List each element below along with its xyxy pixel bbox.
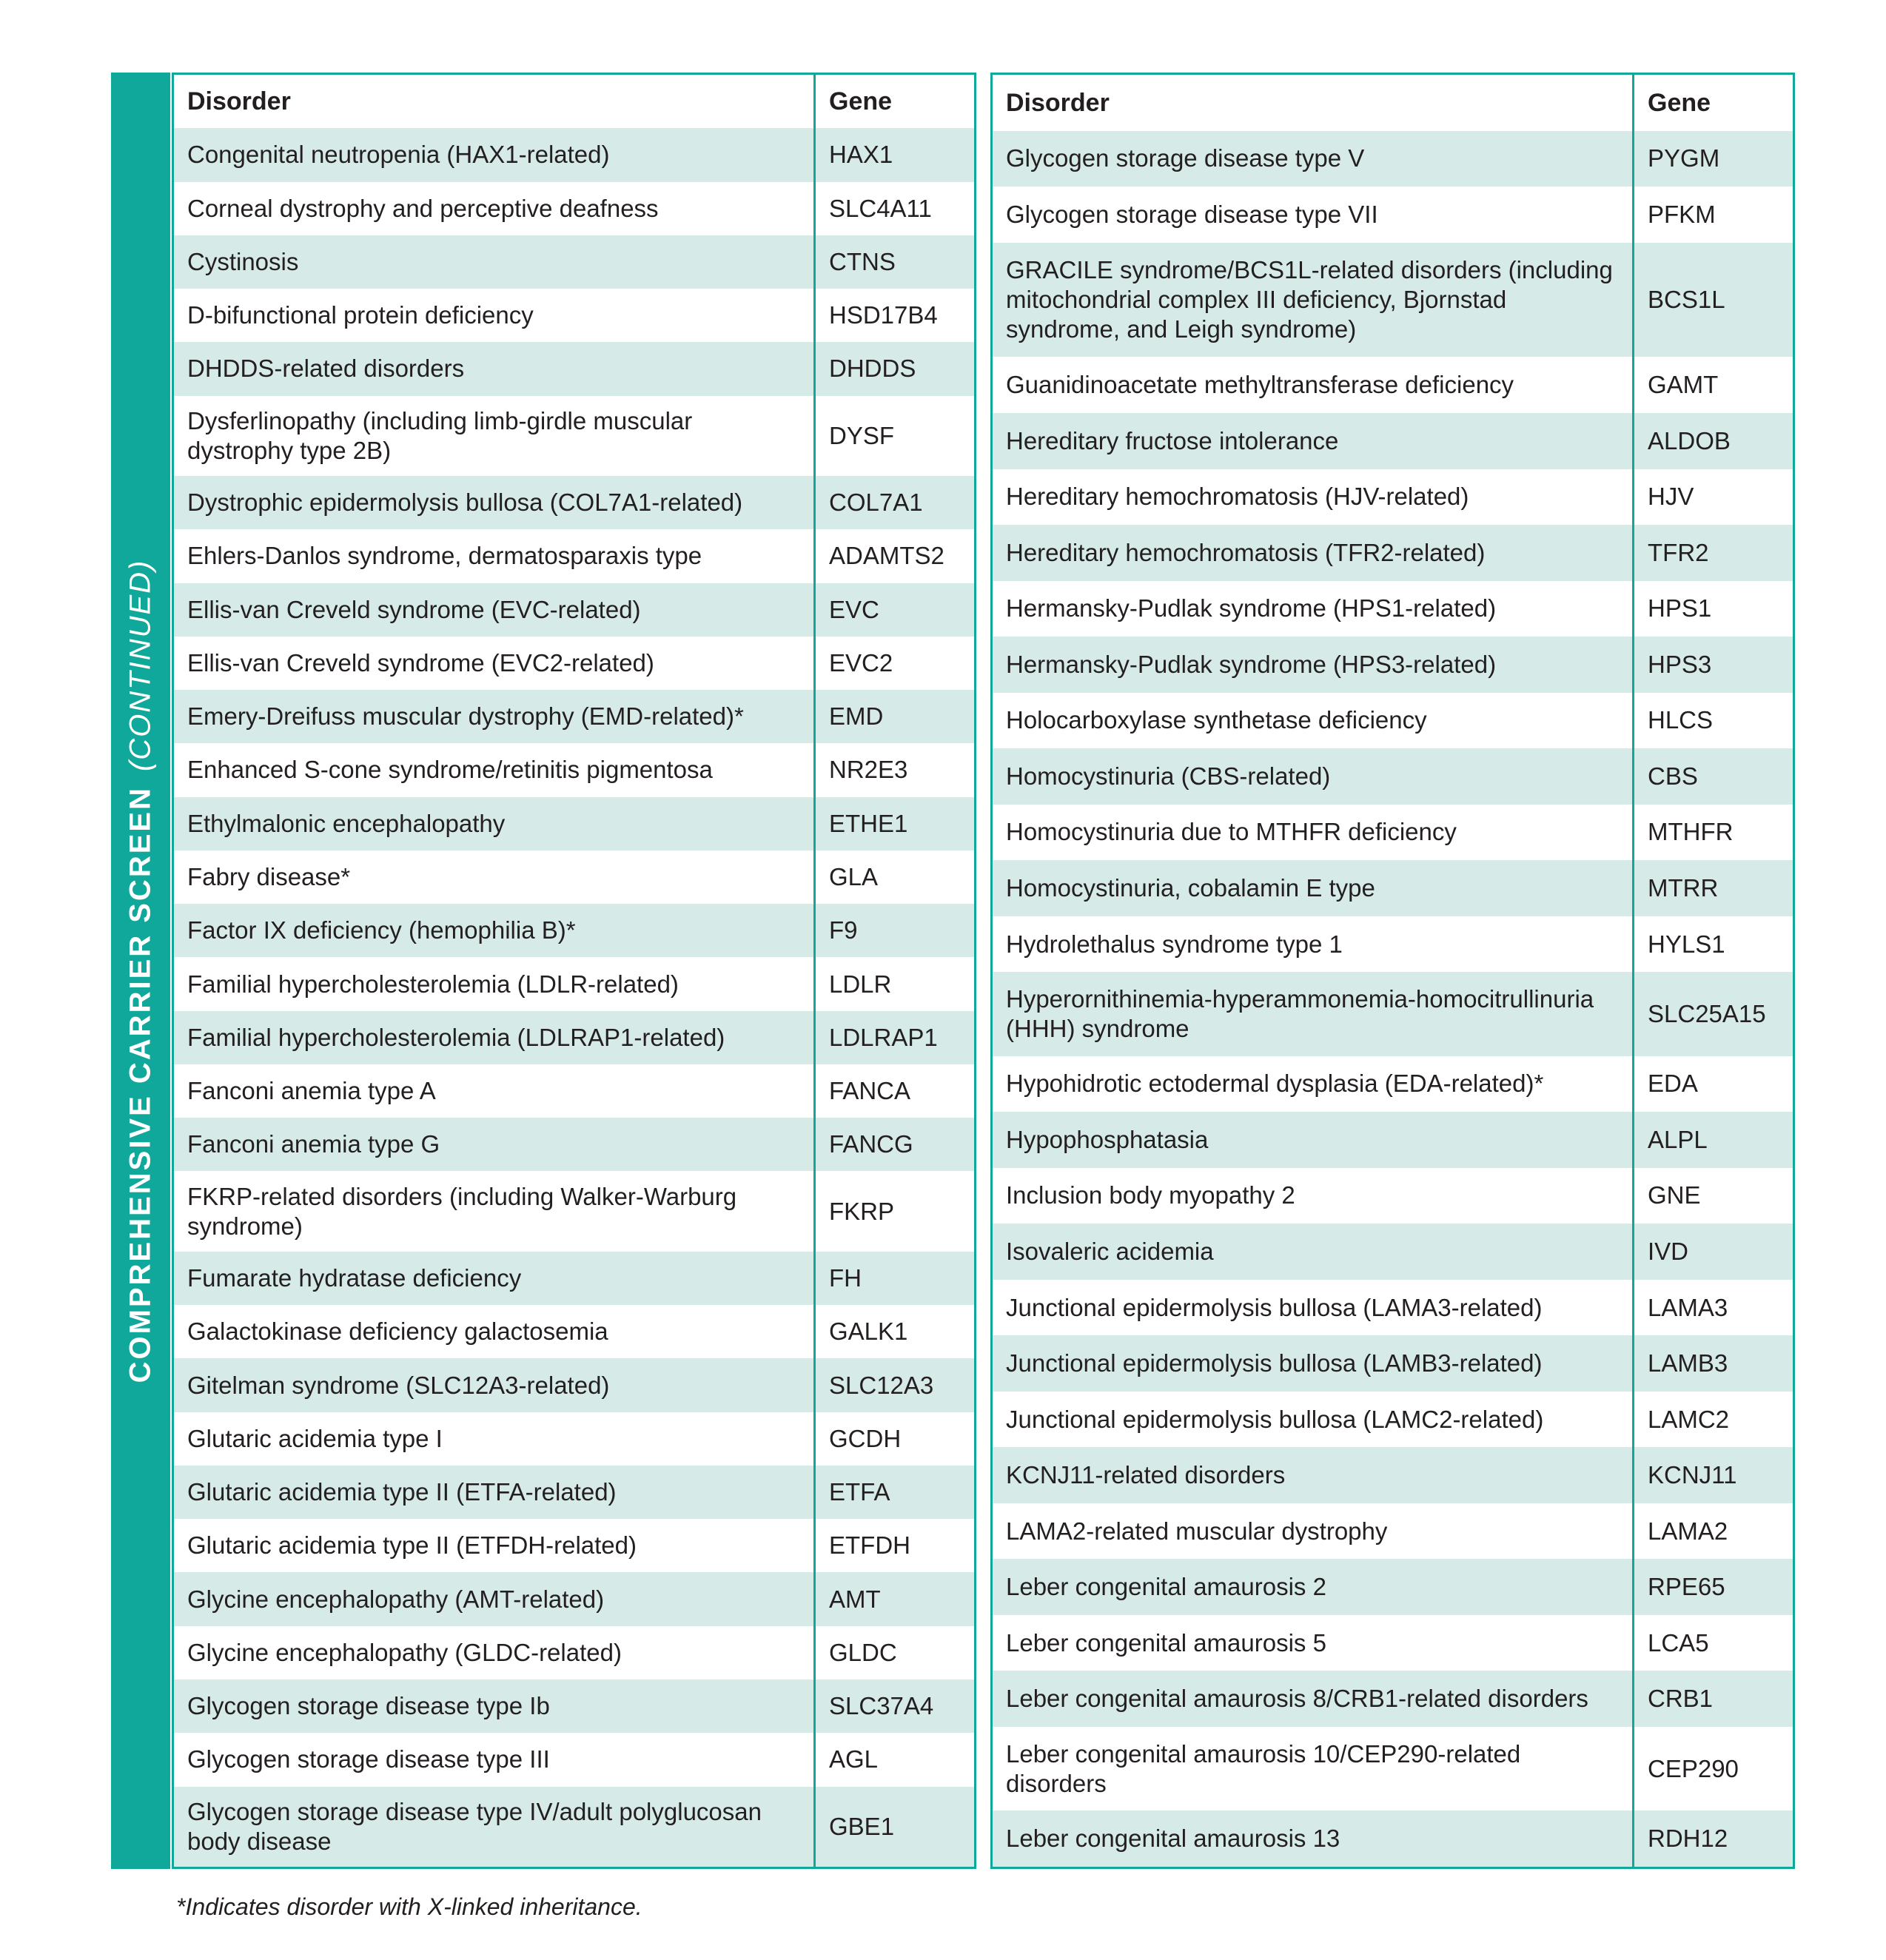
disorder-cell: Holocarboxylase synthetase deficiency xyxy=(993,693,1634,749)
disorder-cell: Homocystinuria, cobalamin E type xyxy=(993,860,1634,916)
gene-cell: MTHFR xyxy=(1648,818,1734,846)
table-row xyxy=(993,916,1793,973)
gene-cell: RDH12 xyxy=(1648,1825,1728,1853)
gene-cell: ADAMTS2 xyxy=(829,542,944,570)
table-row xyxy=(993,1671,1793,1727)
disorder-cell: Junctional epidermolysis bullosa (LAMA3-related) xyxy=(993,1280,1634,1336)
table-row xyxy=(174,396,974,476)
gene-cell: LAMA2 xyxy=(1648,1517,1728,1545)
disorder-cell: Dystrophic epidermolysis bullosa (COL7A1-related) xyxy=(174,476,816,529)
column-header-disorder: Disorder xyxy=(174,75,816,128)
table-row xyxy=(174,1118,974,1171)
table-row xyxy=(993,581,1793,637)
table-row xyxy=(993,357,1793,413)
gene-cell: PYGM xyxy=(1648,144,1720,172)
table-row xyxy=(174,1679,974,1733)
table-row xyxy=(993,413,1793,469)
gene-cell: HAX1 xyxy=(829,141,893,169)
disorder-cell: Hypohidrotic ectodermal dysplasia (EDA-related)* xyxy=(993,1056,1634,1112)
table-row xyxy=(174,1011,974,1064)
disorder-cell: Hermansky-Pudlak syndrome (HPS1-related) xyxy=(993,581,1634,637)
table-header xyxy=(174,75,974,128)
disorder-cell: Hyperornithinemia-hyperammonemia-homocitrullinuria (HHH) syndrome xyxy=(993,972,1634,1055)
table-row xyxy=(993,1335,1793,1392)
gene-cell: ALPL xyxy=(1648,1125,1708,1153)
table-row xyxy=(993,1392,1793,1448)
disorder-cell: KCNJ11-related disorders xyxy=(993,1447,1634,1503)
table-row xyxy=(993,131,1793,187)
gene-cell: GCDH xyxy=(829,1424,902,1452)
table-row xyxy=(993,1447,1793,1503)
disorder-cell: Glycogen storage disease type V xyxy=(993,131,1634,187)
disorder-cell: Guanidinoacetate methyltransferase deficiency xyxy=(993,357,1634,413)
gene-cell: ALDOB xyxy=(1648,426,1731,454)
gene-cell: GALK1 xyxy=(829,1318,908,1346)
gene-cell: SLC25A15 xyxy=(1648,999,1766,1027)
table-row xyxy=(993,1503,1793,1560)
disorder-cell: Factor IX deficiency (hemophilia B)* xyxy=(174,904,816,957)
disorder-cell: Enhanced S-cone syndrome/retinitis pigmentosa xyxy=(174,743,816,796)
table-row xyxy=(174,182,974,235)
table-row xyxy=(993,525,1793,581)
table-row xyxy=(174,690,974,743)
disorder-cell: Leber congenital amaurosis 5 xyxy=(993,1615,1634,1671)
table-row xyxy=(993,860,1793,916)
disorder-cell: Glycogen storage disease type Ib xyxy=(174,1679,816,1733)
disorder-cell: Junctional epidermolysis bullosa (LAMB3-related) xyxy=(993,1335,1634,1392)
disorder-cell: Homocystinuria due to MTHFR deficiency xyxy=(993,805,1634,861)
disorder-cell: Fabry disease* xyxy=(174,850,816,904)
table-row xyxy=(174,1787,974,1867)
left-table xyxy=(172,73,976,1869)
disorder-cell: Hereditary hemochromatosis (HJV-related) xyxy=(993,469,1634,526)
gene-cell: DYSF xyxy=(829,421,895,449)
table-row xyxy=(993,748,1793,805)
gene-cell: RPE65 xyxy=(1648,1573,1725,1601)
section-title xyxy=(124,560,158,1383)
table-row xyxy=(174,235,974,289)
disorder-cell: Ehlers-Danlos syndrome, dermatosparaxis type xyxy=(174,529,816,583)
table-row xyxy=(993,1168,1793,1224)
gene-cell: ETFDH xyxy=(829,1531,910,1560)
table-row xyxy=(993,187,1793,243)
table-header xyxy=(993,75,1793,131)
gene-cell: LAMA3 xyxy=(1648,1293,1728,1321)
gene-cell: GLA xyxy=(829,862,879,890)
disorder-cell: Fanconi anemia type G xyxy=(174,1118,816,1171)
gene-cell: LAMC2 xyxy=(1648,1405,1730,1433)
gene-cell: GNE xyxy=(1648,1181,1701,1209)
gene-cell: DHDDS xyxy=(829,355,916,383)
gene-cell: COL7A1 xyxy=(829,489,923,517)
disorder-cell: Glycine encephalopathy (AMT-related) xyxy=(174,1572,816,1625)
table-row xyxy=(174,476,974,529)
table-row xyxy=(174,1358,974,1412)
gene-cell: FKRP xyxy=(829,1197,895,1225)
table-row xyxy=(174,850,974,904)
disorder-cell: DHDDS-related disorders xyxy=(174,342,816,395)
disorder-cell: Familial hypercholesterolemia (LDLRAP1-related) xyxy=(174,1011,816,1064)
gene-cell: CRB1 xyxy=(1648,1685,1714,1713)
table-row xyxy=(993,1224,1793,1280)
gene-cell: F9 xyxy=(829,916,858,944)
table-row xyxy=(993,805,1793,861)
gene-cell: EVC xyxy=(829,595,879,623)
gene-cell: MTRR xyxy=(1648,874,1719,902)
section-title-sub: (CONTINUED) xyxy=(124,559,157,772)
disorder-cell: Glycogen storage disease type IV/adult polyglucosan body disease xyxy=(174,1787,816,1867)
table-row xyxy=(993,469,1793,526)
gene-cell: ETHE1 xyxy=(829,809,908,837)
disorder-cell: Junctional epidermolysis bullosa (LAMC2-related) xyxy=(993,1392,1634,1448)
table-row xyxy=(993,1056,1793,1112)
disorder-cell: Hydrolethalus syndrome type 1 xyxy=(993,916,1634,973)
disorder-cell: Familial hypercholesterolemia (LDLR-related) xyxy=(174,957,816,1010)
table-row xyxy=(174,743,974,796)
disorder-cell: D-bifunctional protein deficiency xyxy=(174,289,816,342)
disorder-cell: Inclusion body myopathy 2 xyxy=(993,1168,1634,1224)
gene-cell: CBS xyxy=(1648,762,1698,790)
table-row xyxy=(174,904,974,957)
disorder-cell: Cystinosis xyxy=(174,235,816,289)
table-row xyxy=(174,529,974,583)
table-row xyxy=(993,1810,1793,1867)
gene-cell: GBE1 xyxy=(829,1812,895,1840)
gene-cell: LCA5 xyxy=(1648,1628,1709,1657)
column-header-disorder: Disorder xyxy=(993,75,1634,131)
gene-cell: BCS1L xyxy=(1648,286,1725,314)
table-row xyxy=(993,1559,1793,1615)
gene-cell: HSD17B4 xyxy=(829,301,938,329)
gene-cell: GAMT xyxy=(1648,371,1719,399)
gene-cell: HPS1 xyxy=(1648,594,1712,622)
disorder-cell: Fanconi anemia type A xyxy=(174,1064,816,1118)
table-row xyxy=(993,1727,1793,1810)
table-row xyxy=(993,243,1793,358)
disorder-cell: LAMA2-related muscular dystrophy xyxy=(993,1503,1634,1560)
disorder-cell: Isovaleric acidemia xyxy=(993,1224,1634,1280)
table-row xyxy=(174,1572,974,1625)
disorder-cell: Dysferlinopathy (including limb-girdle muscular dystrophy type 2B) xyxy=(174,396,816,476)
disorder-cell: Glycine encephalopathy (GLDC-related) xyxy=(174,1626,816,1679)
gene-cell: PFKM xyxy=(1648,200,1716,228)
gene-cell: FH xyxy=(829,1263,862,1292)
table-row xyxy=(174,1466,974,1519)
table-row xyxy=(174,1519,974,1572)
gene-cell: AGL xyxy=(829,1745,879,1773)
disorder-cell: Gitelman syndrome (SLC12A3-related) xyxy=(174,1358,816,1412)
disorder-cell: Glutaric acidemia type II (ETFA-related) xyxy=(174,1466,816,1519)
table-row xyxy=(174,957,974,1010)
disorder-cell: Hereditary hemochromatosis (TFR2-related) xyxy=(993,525,1634,581)
table-row xyxy=(174,1252,974,1305)
gene-cell: LDLRAP1 xyxy=(829,1023,938,1051)
disorder-cell: Glutaric acidemia type I xyxy=(174,1412,816,1466)
disorder-cell: Hereditary fructose intolerance xyxy=(993,413,1634,469)
disorder-cell: Leber congenital amaurosis 2 xyxy=(993,1559,1634,1615)
disorder-cell: Homocystinuria (CBS-related) xyxy=(993,748,1634,805)
gene-cell: KCNJ11 xyxy=(1648,1461,1737,1489)
gene-cell: HYLS1 xyxy=(1648,930,1725,958)
table-row xyxy=(174,583,974,637)
gene-cell: HJV xyxy=(1648,483,1694,511)
gene-cell: SLC37A4 xyxy=(829,1692,934,1720)
gene-cell: TFR2 xyxy=(1648,538,1709,566)
table-row xyxy=(174,1733,974,1786)
disorder-cell: Ethylmalonic encephalopathy xyxy=(174,797,816,850)
gene-cell: HPS3 xyxy=(1648,650,1712,678)
table-row xyxy=(174,342,974,395)
disorder-cell: Ellis-van Creveld syndrome (EVC-related) xyxy=(174,583,816,637)
disorder-cell: Glutaric acidemia type II (ETFDH-related) xyxy=(174,1519,816,1572)
table-row xyxy=(174,1305,974,1358)
disorder-cell: Corneal dystrophy and perceptive deafness xyxy=(174,182,816,235)
table-row xyxy=(174,1064,974,1118)
table-row xyxy=(993,972,1793,1055)
disorder-cell: Emery-Dreifuss muscular dystrophy (EMD-related)* xyxy=(174,690,816,743)
table-row xyxy=(174,1171,974,1251)
disorder-cell: Hermansky-Pudlak syndrome (HPS3-related) xyxy=(993,637,1634,693)
disorder-cell: Glycogen storage disease type VII xyxy=(993,187,1634,243)
table-row xyxy=(993,1112,1793,1168)
table-row xyxy=(993,637,1793,693)
gene-cell: EDA xyxy=(1648,1070,1698,1098)
gene-cell: CEP290 xyxy=(1648,1754,1739,1782)
gene-cell: NR2E3 xyxy=(829,756,908,784)
table-row xyxy=(174,289,974,342)
disorder-cell: Leber congenital amaurosis 10/CEP290-related disorders xyxy=(993,1727,1634,1810)
gene-cell: FANCG xyxy=(829,1130,913,1158)
table-row xyxy=(174,128,974,181)
disorder-cell: FKRP-related disorders (including Walker-Warburg syndrome) xyxy=(174,1171,816,1251)
disorder-cell: Ellis-van Creveld syndrome (EVC2-related) xyxy=(174,637,816,690)
disorder-cell: Glycogen storage disease type III xyxy=(174,1733,816,1786)
gene-cell: SLC4A11 xyxy=(829,194,932,222)
footnote: *Indicates disorder with X-linked inheritance. xyxy=(176,1893,642,1920)
table-row xyxy=(174,637,974,690)
gene-cell: ETFA xyxy=(829,1478,890,1506)
table-row xyxy=(993,1280,1793,1336)
table-row xyxy=(993,693,1793,749)
disorder-cell: Leber congenital amaurosis 8/CRB1-related disorders xyxy=(993,1671,1634,1727)
gene-cell: LDLR xyxy=(829,970,892,998)
disorder-cell: Galactokinase deficiency galactosemia xyxy=(174,1305,816,1358)
right-table xyxy=(990,73,1795,1869)
table-row xyxy=(174,1626,974,1679)
disorder-cell: Congenital neutropenia (HAX1-related) xyxy=(174,128,816,181)
column-header-gene: Gene xyxy=(829,87,893,116)
table-row xyxy=(993,1615,1793,1671)
gene-cell: CTNS xyxy=(829,247,896,275)
gene-cell: IVD xyxy=(1648,1237,1689,1265)
disorder-cell: Fumarate hydratase deficiency xyxy=(174,1252,816,1305)
gene-cell: AMT xyxy=(829,1585,881,1613)
gene-cell: EVC2 xyxy=(829,648,893,677)
gene-cell: FANCA xyxy=(829,1077,911,1105)
table-row xyxy=(174,797,974,850)
gene-cell: SLC12A3 xyxy=(829,1371,934,1399)
gene-cell: GLDC xyxy=(829,1638,897,1666)
column-header-gene: Gene xyxy=(1648,88,1711,117)
table-row xyxy=(174,1412,974,1466)
disorder-cell: GRACILE syndrome/BCS1L-related disorders (including mitochondrial complex III deficiency, Bjornstad syndrome, and Leigh syndrome) xyxy=(993,243,1634,358)
disorder-cell: Leber congenital amaurosis 13 xyxy=(993,1810,1634,1867)
section-title-main: COMPREHENSIVE CARRIER SCREEN xyxy=(124,786,157,1383)
gene-cell: EMD xyxy=(829,702,884,731)
gene-cell: LAMB3 xyxy=(1648,1349,1728,1377)
disorder-cell: Hypophosphatasia xyxy=(993,1112,1634,1168)
gene-cell: HLCS xyxy=(1648,706,1714,734)
